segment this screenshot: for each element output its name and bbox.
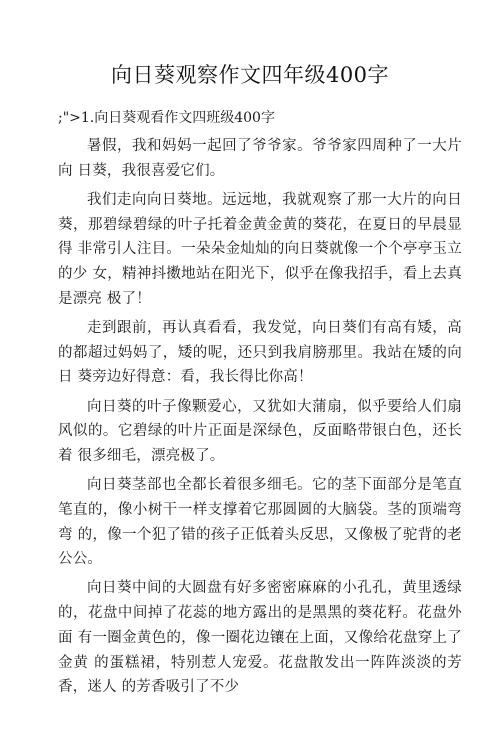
paragraph-5: 向日葵茎部也全都长着很多细毛。它的茎下面部分是笔直 笔直的，像小树干一样支撑着它那圆圆的大脑袋。茎的顶端弯弯 的，像一个犯了错的孩子正低着头反思，又像极了驼背的老公公。: [58, 477, 462, 568]
document-title: 向日葵观察作文四年级400字: [110, 63, 390, 87]
paragraph-6: 向日葵中间的大圆盘有好多密密麻麻的小孔孔，黄里透绿 的，花盘中间掉了花蕊的地方露出的是黑黑的葵花籽。花盘外面 有一圈金黄色的，像一圈花边镶在上面，又像给花盘穿上了金黄 的蛋糕裙，特别惹人宠爱。花盘散发出一阵阵淡淡的芳香，迷人 的芳香吸引了不少: [58, 580, 462, 696]
paragraph-3: 走到跟前，再认真看看，我发觉，向日葵们有高有矮，高 的都超过妈妈了，矮的呢，还只到我肩膀那里。我站在矮的向日 葵旁边好得意：看，我长得比你高！: [58, 319, 462, 386]
paragraph-1: 暑假，我和妈妈一起回了爷爷家。爷爷家四周种了一大片向 日葵，我很喜爱它们。: [58, 138, 462, 179]
paragraph-2: 我们走向向日葵地。远远地，我就观察了那一大片的向日 葵，那碧绿碧绿的叶子托着金黄金黄的葵花，在夏日的早晨显得 非常引人注目。一朵朵金灿灿的向日葵就像一个个亭亭玉立的少 女，精神抖擞地站在阳光下，似乎在像我招手，看上去真是漂亮 极了！: [58, 191, 462, 307]
document-subtitle: ;">1.向日葵观看作文四班级400字: [58, 110, 275, 126]
document-body: [58, 134, 462, 704]
paragraph-4: 向日葵的叶子像颗爱心，又犹如大蒲扇，似乎要给人们扇 风似的。它碧绿的叶片正面是深绿色，反面略带银白色，还长着 很多细毛，漂亮极了。: [58, 398, 462, 464]
